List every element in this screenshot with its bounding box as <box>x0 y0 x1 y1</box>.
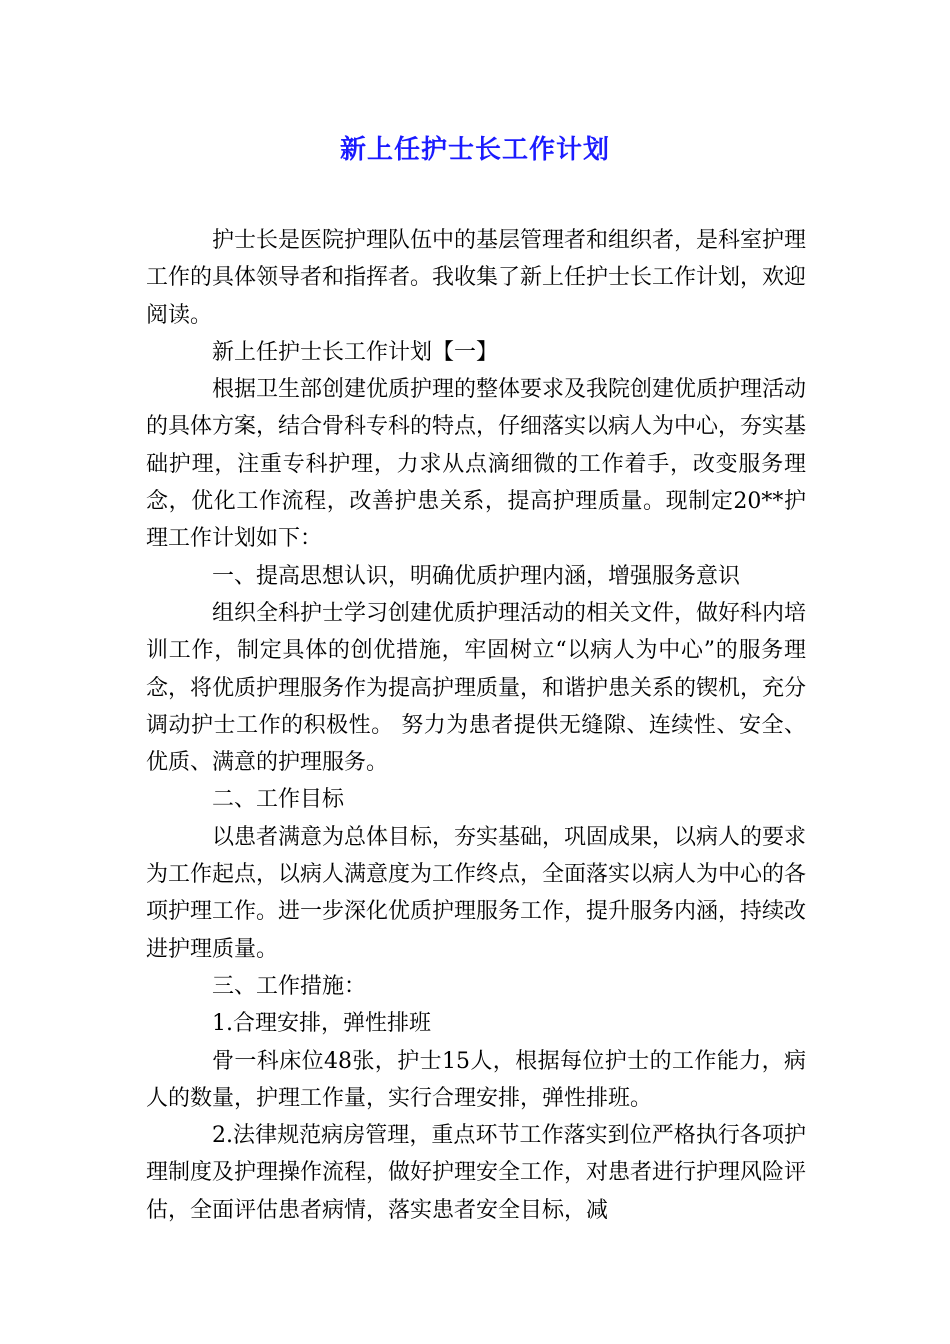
paragraph: 护士长是医院护理队伍中的基层管理者和组织者，是科室护理工作的具体领导者和指挥者。我收集了新上任护士长工作计划，欢迎阅读。 <box>146 228 807 328</box>
section-heading: 新上任护士长工作计划【一】 <box>212 339 499 365</box>
document-body <box>146 222 806 1229</box>
paragraph: 以患者满意为总体目标，夯实基础，巩固成果，以病人的要求为工作起点，以病人满意度为工作终点，全面落实以病人为中心的各项护理工作。进一步深化优质护理服务工作，提升服务内涵，持续改进护理质量。 <box>146 824 807 962</box>
section-heading: 三、工作措施： <box>212 973 367 999</box>
subsection-heading: 1.合理安排，弹性排班 <box>212 1011 431 1037</box>
section-heading: 二、工作目标 <box>212 787 345 813</box>
paragraph: 2.法律规范病房管理，重点环节工作落实到位严格执行各项护理制度及护理操作流程，做好护理安全工作，对患者进行护理风险评估，全面评估患者病情，落实患者安全目标，减 <box>146 1123 807 1223</box>
paragraph: 组织全科护士学习创建优质护理活动的相关文件，做好科内培训工作，制定具体的创优措施，牢固树立“以病人为中心”的服务理念，将优质护理服务作为提高护理质量，和谐护患关系的锲机，充分调动护士工作的积极性。 努力为患者提供无缝隙、连续性、安全、优质、满意的护理服务。 <box>146 600 807 776</box>
document-title: 新上任护士长工作计划 <box>339 135 610 165</box>
section-heading: 一、提高思想认识，明确优质护理内涵，增强服务意识 <box>212 563 741 589</box>
paragraph: 根据卫生部创建优质护理的整体要求及我院创建优质护理活动的具体方案，结合骨科专科的特点，仔细落实以病人为中心，夯实基础护理，注重专科护理，力求从点滴细微的工作着手，改变服务理念，优化工作流程，改善护患关系，提高护理质量。现制定20**护理工作计划如下： <box>146 377 807 552</box>
paragraph: 骨一科床位48张，护士15人，根据每位护士的工作能力，病人的数量，护理工作量，实行合理安排，弹性排班。 <box>146 1048 806 1111</box>
